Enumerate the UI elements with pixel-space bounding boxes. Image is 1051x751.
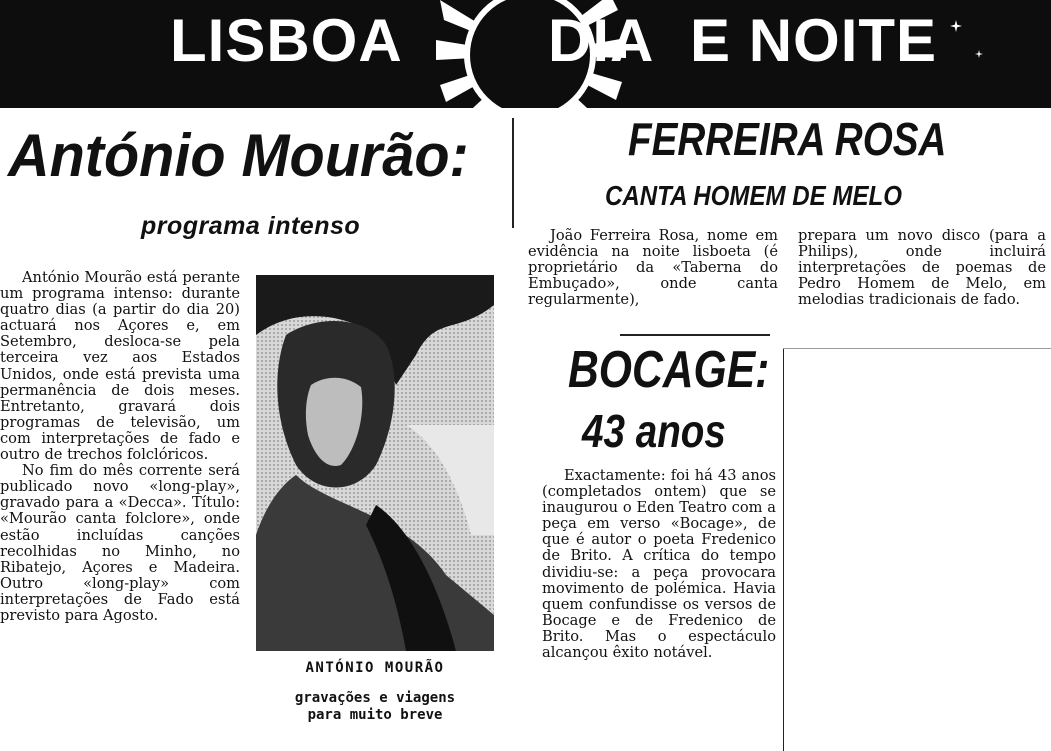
box-border-right — [783, 348, 784, 751]
paragraph: João Ferreira Rosa, nome em evidência na noite lisboeta (é proprietário da «Taberna do Embuçado», onde canta regularmente), — [528, 227, 778, 309]
photo-subcaption: gravações e viagens para muito breve — [294, 690, 456, 723]
headline-bocage: BOCAGE: — [568, 341, 770, 399]
sparkle-icon — [950, 20, 962, 32]
photo-caption: ANTÓNIO MOURÃO — [305, 660, 445, 676]
paragraph: António Mourão está perante um programa intenso: durante quatro dias (a partir do dia 20) actuará nos Açores e, em Setembro, desloca-se pela terceira vez aos Estados Unidos, onde está prevista uma permanência de dois meses. Entretanto, gravará dois programas de televisão, um com interpretações de fado e outro de trechos folclóricos. — [0, 269, 240, 464]
photo-antonio-mourao — [256, 275, 494, 651]
paragraph: Exactamente: foi há 43 anos (completados ontem) que se inaugurou o Eden Teatro com a peça em verso «Bocage», de que é autor o poeta Fredenico de Brito. A crítica do tempo dividiu-se: a peça provocara movimento de polémica. Havia quem confundisse os versos de Bocage e de Fredenico de Brito. Mas o espectáculo alcançou êxito notável. — [542, 467, 776, 662]
column-divider — [512, 118, 514, 228]
headline-ferreira-rosa: FERREIRA ROSA — [628, 113, 947, 165]
article-body-ferreira-col2 — [798, 228, 1046, 308]
headline-bocage-years: 43 anos — [582, 405, 726, 457]
paragraph: No fim do mês corrente será publicado novo «long-play», gravado para a «Decca». Título: «Mourão canta folclore», onde estão incluídas canções recolhidas no Minho, no Ribatejo, Açores e Madeira. Outro «long-play» com interpretações de Fado está previsto para Agosto. — [0, 462, 240, 624]
rule-horizontal — [620, 334, 770, 336]
banner-word-e-noite: E NOITE — [690, 7, 938, 74]
paragraph: prepara um novo disco (para a Philips), onde incluirá interpretações de poemas de Pedro Homem de Melo, em melodias tradicionais de fado. — [798, 227, 1046, 309]
subhead-ferreira-rosa: CANTA HOMEM DE MELO — [605, 180, 902, 211]
headline-mourao: António Mourão: — [8, 122, 469, 189]
banner-word-lisboa: LISBOA — [170, 7, 403, 74]
box-border-top — [783, 348, 1051, 349]
portrait-image — [256, 275, 494, 651]
article-body-bocage — [542, 468, 776, 661]
sparkle-icon — [975, 50, 983, 58]
article-body-mourao — [0, 270, 240, 624]
subhead-mourao: programa intenso — [141, 212, 361, 240]
section-banner — [0, 0, 1051, 108]
banner-word-dia: DIA — [548, 7, 655, 74]
article-body-ferreira-col1 — [528, 228, 778, 308]
